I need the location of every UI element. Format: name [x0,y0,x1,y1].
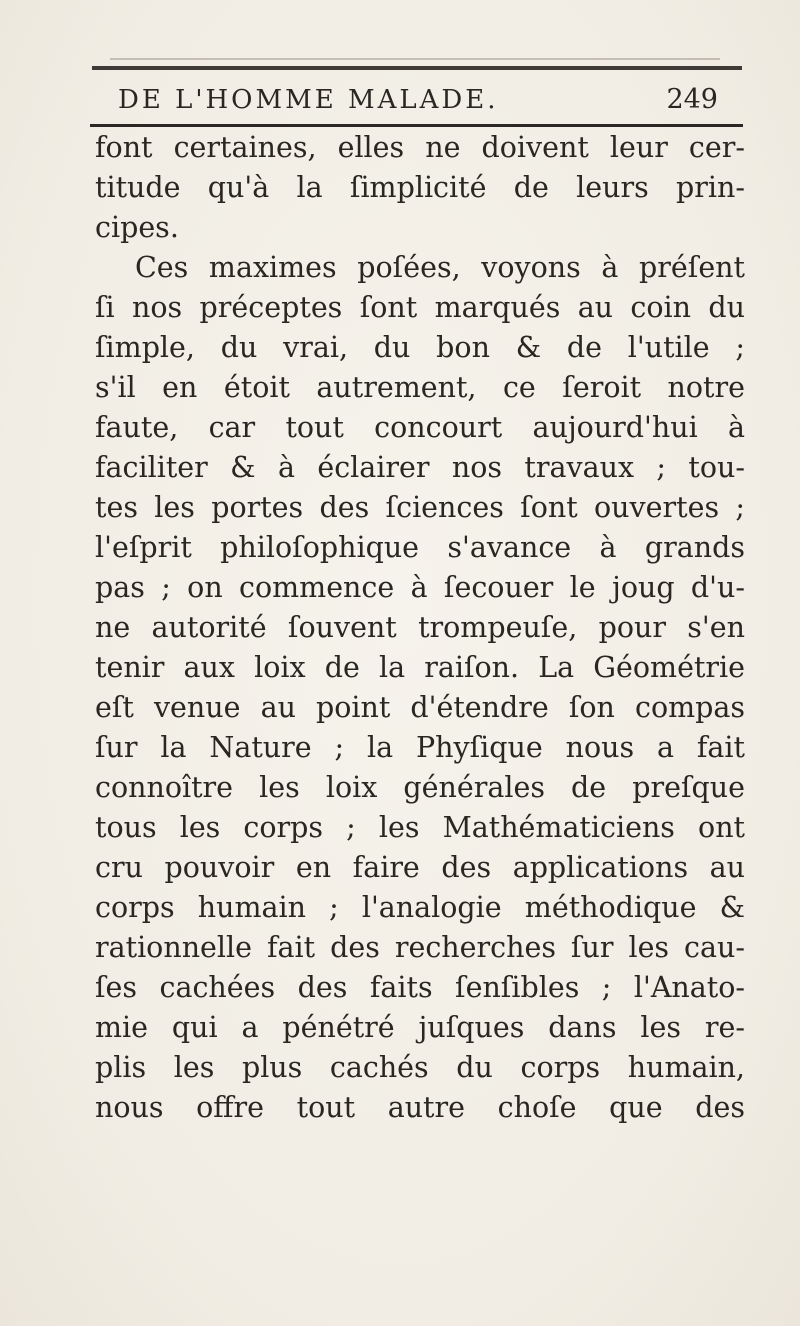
page-edge-rule [110,58,720,60]
text-line: ſes cachées des faits ſenſibles ; l'Anato- [95,971,745,1004]
text-line: l'eſprit philoſophique s'avance à grands [95,531,745,564]
text-line: tous les corps ; les Mathématiciens ont [95,811,745,844]
text-line: cru pouvoir en faire des applications au [95,851,745,884]
text-line: pas ; on commence à ſecouer le joug d'u- [95,571,745,604]
text-line: ne autorité ſouvent trompeuſe, pour s'en [95,611,745,644]
header-rule [90,124,743,127]
text-line: faute, car tout concourt aujourd'hui à [95,411,745,444]
text-line: nous offre tout autre choſe que des [95,1091,745,1124]
text-line: eſt venue au point d'étendre ſon compas [95,691,745,724]
text-line: faciliter & à éclairer nos travaux ; tou- [95,451,745,484]
text-line: s'il en étoit autrement, ce ſeroit notre [95,371,745,404]
text-line: rationnelle fait des recherches ſur les cau- [95,931,745,964]
body-text [95,128,745,1128]
text-line: ſur la Nature ; la Phyſique nous a fait [95,731,745,764]
text-line: connoître les loix générales de preſque [95,771,745,804]
text-line: tes les portes des ſciences ſont ouvertes ; [95,491,745,524]
text-line: plis les plus cachés du corps humain, [95,1051,745,1084]
running-head: DE L'HOMME MALADE. [118,85,499,115]
top-ornament-rule [92,66,742,70]
text-line: Ces maximes poſées, voyons à préſent [135,251,745,284]
text-line: ſimple, du vrai, du bon & de l'utile ; [95,331,745,364]
text-line: tenir aux loix de la raiſon. La Géométrie [95,651,745,684]
page-number: 249 [666,84,718,115]
text-line: corps humain ; l'analogie méthodique & [95,891,745,924]
text-line: font certaines, elles ne doivent leur cer- [95,131,745,164]
text-line: ſi nos préceptes ſont marqués au coin du [95,291,745,324]
text-line: titude qu'à la ſimplicité de leurs prin- [95,171,745,204]
text-line: cipes. [95,211,179,244]
text-line: mie qui a pénétré juſques dans les re- [95,1011,745,1044]
page-header [118,80,718,120]
